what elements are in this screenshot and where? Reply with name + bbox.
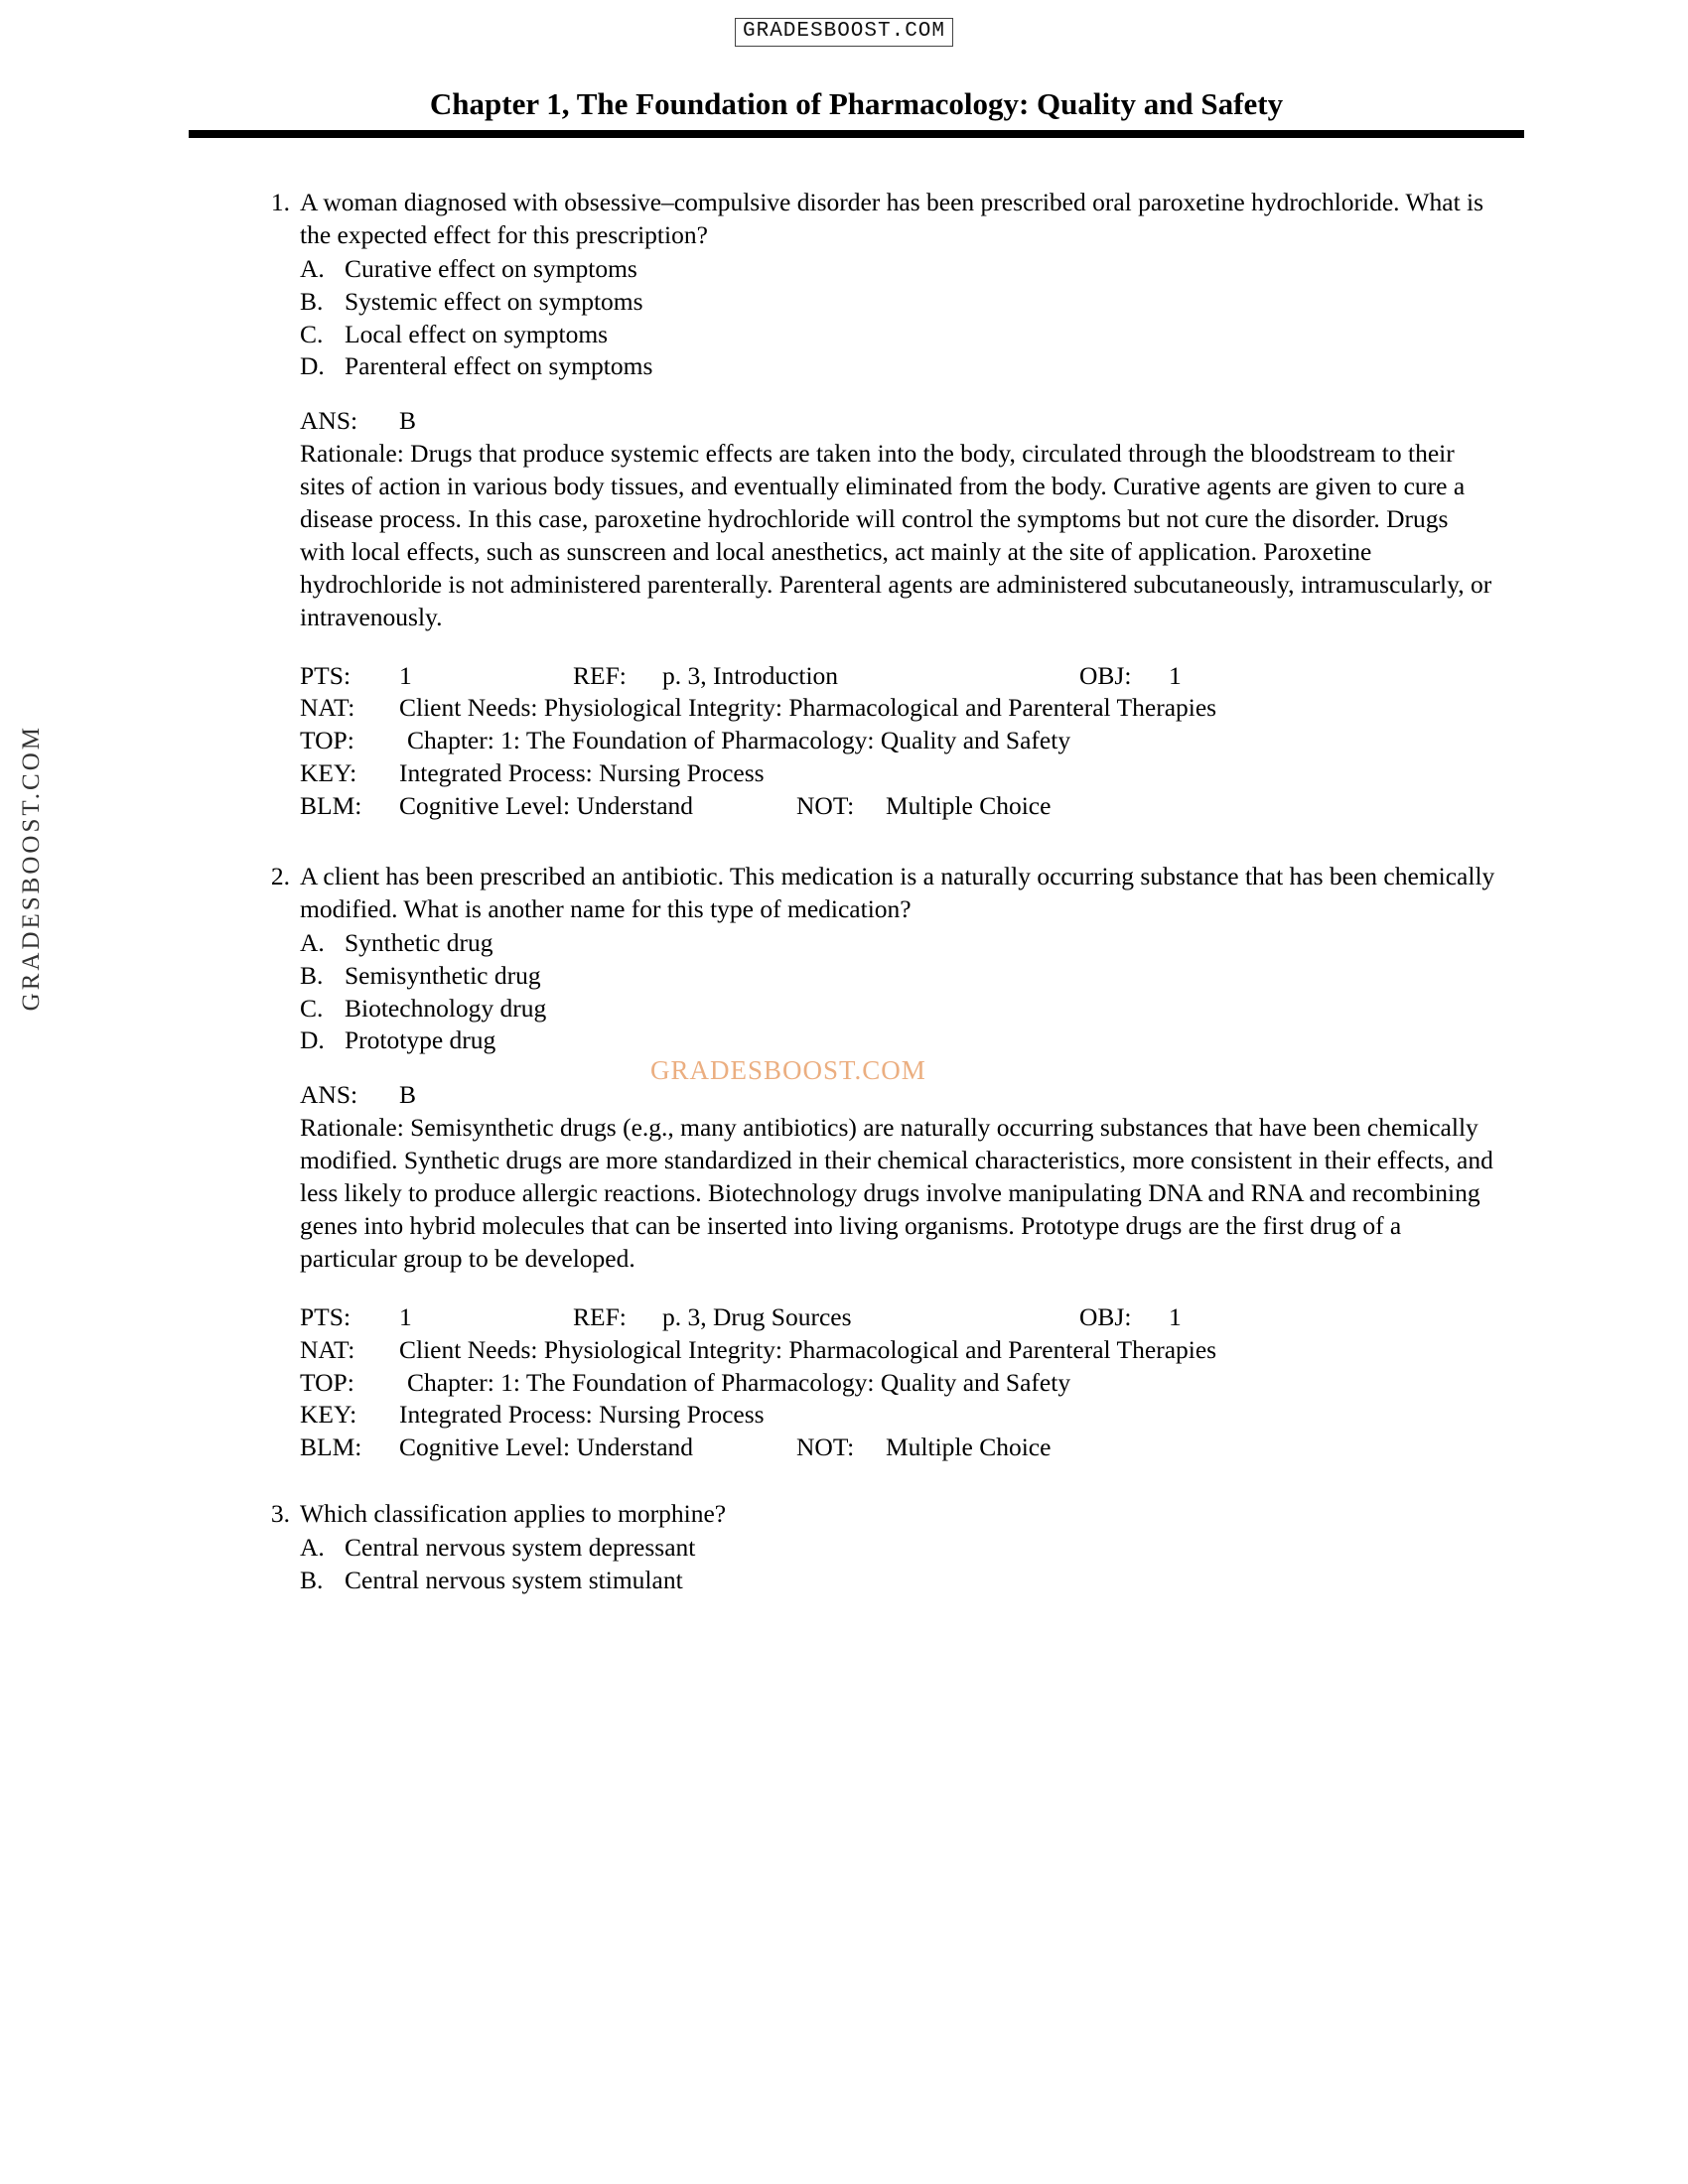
metadata-block bbox=[300, 660, 1499, 823]
key-value: Integrated Process: Nursing Process bbox=[399, 1400, 765, 1430]
choice-letter: B. bbox=[300, 960, 324, 990]
top-value: Chapter: 1: The Foundation of Pharmacology: Quality and Safety bbox=[407, 726, 1071, 755]
rationale-text: Rationale: Drugs that produce systemic effects are taken into the body, circulated through the bloodstream to their sites of action in various body tissues, and eventually eliminated from the body. Curative agents are given to cure a disease process. In this case, paroxetine hydrochloride will control the symptoms but not cure the disorder. Drugs with local effects, such as sunscreen and local anesthetics, act mainly at the site of application. Paroxetine hydrochloride is not administered parenterally. Parenteral agents are administered subcutaneously, intramuscularly, or intravenously. bbox=[300, 439, 1492, 631]
choice-letter: B. bbox=[300, 286, 324, 316]
answer-label: ANS: bbox=[300, 1080, 358, 1110]
nat-value: Client Needs: Physiological Integrity: Pharmacological and Parenteral Therapies bbox=[399, 693, 1217, 723]
choice-text: Local effect on symptoms bbox=[345, 319, 609, 348]
pts-label: PTS: bbox=[300, 660, 352, 690]
meta-row-key bbox=[300, 757, 1499, 790]
choice-letter: C. bbox=[300, 319, 324, 348]
obj-label: OBJ: bbox=[1079, 660, 1132, 690]
question-item bbox=[248, 187, 1499, 823]
choice-text: Central nervous system depressant bbox=[345, 1533, 696, 1563]
choice-text: Systemic effect on symptoms bbox=[345, 286, 643, 316]
meta-row-blm bbox=[300, 790, 1499, 823]
choice-list bbox=[300, 253, 1499, 384]
answer-value: B bbox=[399, 1080, 417, 1110]
rationale-text: Rationale: Semisynthetic drugs (e.g., many antibiotics) are naturally occurring substances that have been chemically modified. Synthetic drugs are more standardized in their chemical characteristics, more consistent in their effects, and less likely to produce allergic reactions. Biotechnology drugs involve manipulating DNA and RNA and recombining genes into hybrid molecules that can be inserted into living organisms. Prototype drugs are the first drug of a particular group to be developed. bbox=[300, 1113, 1493, 1273]
choice-list bbox=[300, 1532, 1499, 1597]
answer-value: B bbox=[399, 406, 417, 436]
question-stem: Which classification applies to morphine? bbox=[300, 1499, 727, 1529]
question-number: 1. bbox=[270, 188, 290, 216]
center-watermark: GRADESBOOST.COM bbox=[650, 1055, 926, 1085]
choice-text: Central nervous system stimulant bbox=[345, 1565, 683, 1594]
ref-label: REF: bbox=[573, 660, 627, 690]
question-stem: A woman diagnosed with obsessive–compulsive disorder has been prescribed oral paroxetine hydrochloride. What is the expected effect for this prescription? bbox=[300, 188, 1484, 249]
choice-text: Prototype drug bbox=[345, 1025, 496, 1055]
obj-value: 1 bbox=[1169, 1301, 1182, 1331]
question-number: 3. bbox=[270, 1499, 290, 1529]
nat-value: Client Needs: Physiological Integrity: Pharmacological and Parenteral Therapies bbox=[399, 1334, 1217, 1364]
key-label: KEY: bbox=[300, 1400, 357, 1430]
ref-label: REF: bbox=[573, 1301, 627, 1331]
answer-block bbox=[300, 1079, 1499, 1275]
title-block bbox=[189, 85, 1524, 138]
choice-letter: D. bbox=[300, 1025, 325, 1055]
choice-letter: A. bbox=[300, 927, 325, 957]
metadata-block bbox=[300, 1301, 1499, 1464]
top-label: TOP: bbox=[300, 1367, 354, 1397]
title-divider bbox=[189, 130, 1524, 138]
choice-text: Semisynthetic drug bbox=[345, 960, 541, 990]
choice-option[interactable] bbox=[300, 927, 1499, 960]
key-label: KEY: bbox=[300, 758, 357, 788]
choice-letter: A. bbox=[300, 1533, 325, 1563]
choice-letter: D. bbox=[300, 351, 325, 381]
meta-row-top bbox=[300, 725, 1499, 757]
meta-row-key bbox=[300, 1399, 1499, 1432]
choice-text: Biotechnology drug bbox=[345, 993, 547, 1023]
answer-block bbox=[300, 405, 1499, 633]
top-watermark-text: GRADESBOOST.COM bbox=[735, 18, 953, 47]
page-title: Chapter 1, The Foundation of Pharmacology: Quality and Safety bbox=[429, 86, 1284, 121]
choice-text: Synthetic drug bbox=[345, 927, 493, 957]
top-label: TOP: bbox=[300, 726, 354, 755]
meta-row-blm bbox=[300, 1432, 1499, 1464]
nat-label: NAT: bbox=[300, 1334, 355, 1364]
obj-label: OBJ: bbox=[1079, 1301, 1132, 1331]
questions-container bbox=[248, 187, 1499, 1605]
pts-label: PTS: bbox=[300, 1301, 352, 1331]
ref-value: p. 3, Drug Sources bbox=[662, 1301, 852, 1331]
not-label: NOT: bbox=[796, 1433, 855, 1462]
nat-label: NAT: bbox=[300, 693, 355, 723]
meta-row-pts bbox=[300, 1301, 1499, 1334]
choice-option[interactable] bbox=[300, 1532, 1499, 1565]
choice-option[interactable] bbox=[300, 253, 1499, 286]
pts-value: 1 bbox=[399, 1301, 412, 1331]
side-watermark: GRADESBOOST.COM bbox=[18, 725, 45, 1012]
meta-row-nat bbox=[300, 1334, 1499, 1367]
question-item bbox=[248, 861, 1499, 1464]
choice-option[interactable] bbox=[300, 960, 1499, 993]
section-spacer bbox=[248, 831, 1499, 861]
ref-value: p. 3, Introduction bbox=[662, 660, 839, 690]
question-stem: A client has been prescribed an antibiotic. This medication is a naturally occurring substance that has been chemically modified. What is another name for this type of medication? bbox=[300, 862, 1495, 923]
choice-letter: C. bbox=[300, 993, 324, 1023]
pts-value: 1 bbox=[399, 660, 412, 690]
question-number: 2. bbox=[270, 862, 290, 891]
not-value: Multiple Choice bbox=[886, 791, 1052, 821]
choice-option[interactable] bbox=[300, 286, 1499, 319]
key-value: Integrated Process: Nursing Process bbox=[399, 758, 765, 788]
section-spacer bbox=[248, 1472, 1499, 1498]
not-label: NOT: bbox=[796, 791, 855, 821]
choice-letter: A. bbox=[300, 253, 325, 283]
choice-list bbox=[300, 927, 1499, 1058]
choice-option[interactable] bbox=[300, 319, 1499, 351]
choice-text: Curative effect on symptoms bbox=[345, 253, 637, 283]
top-value: Chapter: 1: The Foundation of Pharmacology: Quality and Safety bbox=[407, 1367, 1071, 1397]
obj-value: 1 bbox=[1169, 660, 1182, 690]
blm-label: BLM: bbox=[300, 1433, 362, 1462]
blm-label: BLM: bbox=[300, 791, 362, 821]
answer-line bbox=[300, 405, 1499, 438]
choice-option[interactable] bbox=[300, 1024, 1499, 1057]
top-watermark bbox=[0, 18, 1688, 47]
choice-text: Parenteral effect on symptoms bbox=[345, 351, 653, 381]
answer-label: ANS: bbox=[300, 406, 358, 436]
choice-option[interactable] bbox=[300, 993, 1499, 1025]
choice-option[interactable] bbox=[300, 1565, 1499, 1597]
choice-option[interactable] bbox=[300, 350, 1499, 383]
question-item bbox=[248, 1498, 1499, 1597]
choice-letter: B. bbox=[300, 1565, 324, 1594]
meta-row-pts bbox=[300, 660, 1499, 693]
meta-row-top bbox=[300, 1367, 1499, 1400]
blm-value: Cognitive Level: Understand bbox=[399, 791, 694, 821]
not-value: Multiple Choice bbox=[886, 1433, 1052, 1462]
meta-row-nat bbox=[300, 692, 1499, 725]
blm-value: Cognitive Level: Understand bbox=[399, 1433, 694, 1462]
